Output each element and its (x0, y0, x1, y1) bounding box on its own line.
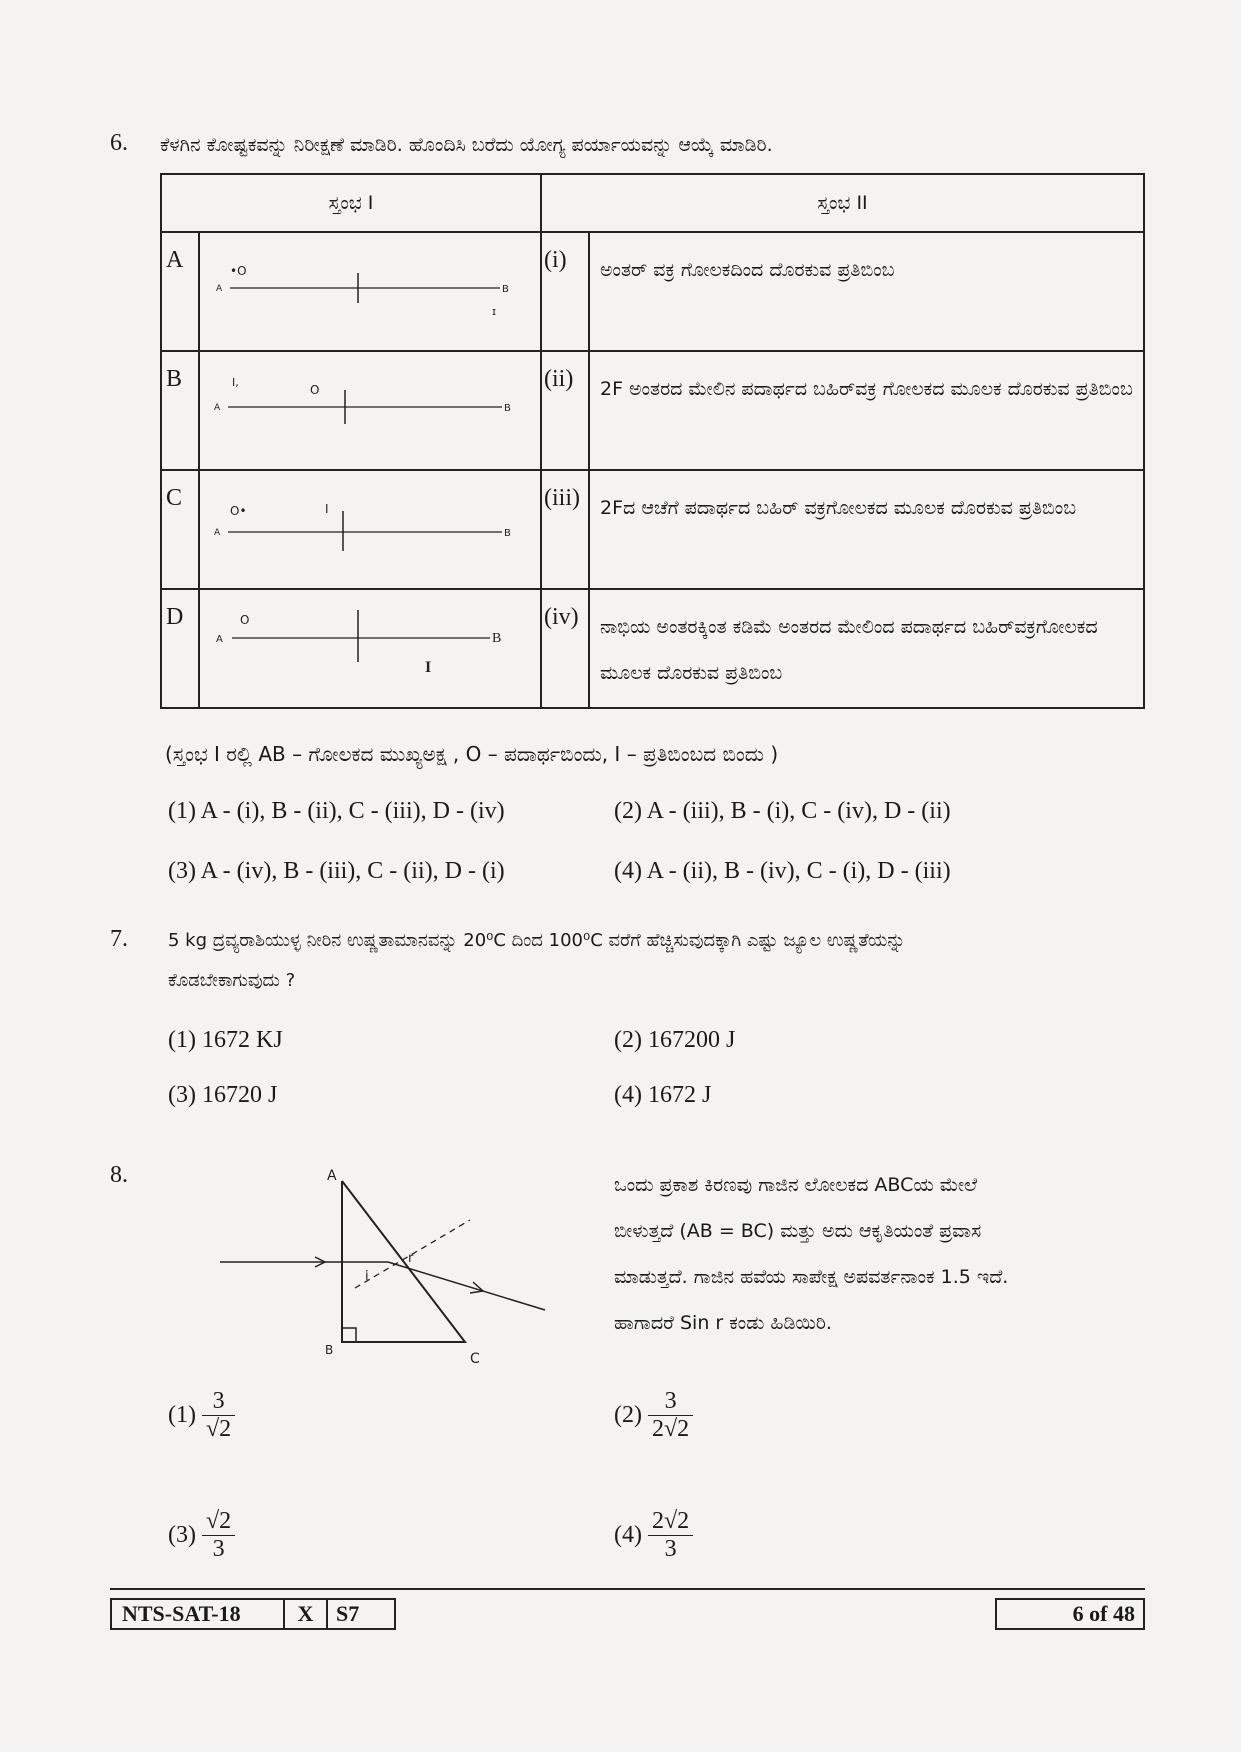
match-table (160, 173, 1145, 709)
option-3[interactable] (168, 1508, 235, 1563)
denominator: √2 (202, 1415, 235, 1443)
question-number: 6. (110, 130, 128, 156)
table-row (161, 232, 1144, 351)
svg-text:ɪ: ɪ (492, 305, 497, 318)
svg-text:A: A (327, 1168, 337, 1184)
fraction (202, 1388, 235, 1443)
svg-text:B: B (502, 284, 509, 295)
svg-text:A: A (214, 403, 221, 413)
page-number: 6 of 48 (995, 1598, 1145, 1630)
ray-diagram (199, 589, 541, 708)
numerator: 2√2 (651, 1508, 690, 1534)
table-note: (ಸ್ತಂಭ I ರಲ್ಲಿ AB – ಗೋಲಕದ ಮುಖ್ಯಅಕ್ಷ , O – ಪದಾರ್ಥಬಿಂದು, I – ಪ್ರತಿಬಿಂಬದ ಬಿಂದು ) (165, 742, 779, 766)
svg-text:•O: •O (230, 264, 247, 278)
question-number: 8. (110, 1162, 128, 1188)
option-3[interactable]: (3) A - (iv), B - (iii), C - (ii), D - (i) (168, 858, 505, 884)
question-line: ಬೀಳುತ್ತದೆ (AB = BC) ಮತ್ತು ಅದು ಆಕೃತಿಯಂತೆ ಪ್ರವಾಸ (614, 1220, 982, 1242)
option-4[interactable]: (4) A - (ii), B - (iv), C - (i), D - (iii) (614, 858, 951, 884)
fraction (648, 1388, 693, 1443)
option-1[interactable] (168, 1388, 235, 1443)
column-2-text: ಅಂತರ್ ವಕ್ರ ಗೋಲಕದಿಂದ ದೊರಕುವ ಪ್ರತಿಬಿಂಬ (589, 232, 1144, 351)
ray-diagram-c (200, 471, 540, 587)
row-label: D (161, 589, 199, 708)
option-roman: (ii) (541, 351, 589, 470)
question-number: 7. (110, 926, 128, 952)
option-number: (2) (614, 1402, 642, 1428)
svg-text:C: C (470, 1351, 480, 1367)
question-text: 5 kg ದ್ರವ್ಯರಾಶಿಯುಳ್ಳ ನೀರಿನ ಉಷ್ಣತಾಮಾನವನ್ನು 20⁰C ದಿಂದ 100⁰C ವರೆಗೆ ಹೆಚ್ಚಿಸುವುದಕ್ಕಾಗಿ ಎಷ್ಟು ಜ್ಯೂಲ ಉಷ್ಣತೆಯನ್ನು (168, 930, 906, 951)
row-label: C (161, 470, 199, 589)
svg-text:B: B (504, 403, 511, 414)
ray-diagram-d (200, 590, 540, 706)
fraction (648, 1508, 693, 1563)
numerator: 3 (212, 1388, 225, 1414)
ray-diagram-b (200, 352, 540, 468)
svg-text:B: B (504, 528, 511, 539)
denominator: 3 (202, 1535, 235, 1563)
option-2[interactable]: (2) 167200 J (614, 1027, 736, 1053)
column-1-header: ಸ್ತಂಭ I (161, 174, 541, 232)
svg-text:A: A (216, 284, 223, 294)
option-2[interactable] (614, 1388, 693, 1443)
question-line: ಹಾಗಾದರೆ Sin r ಕಂಡು ಹಿಡಿಯಿರಿ. (614, 1312, 832, 1334)
svg-text:i: i (365, 1269, 369, 1284)
option-number: (1) (168, 1402, 196, 1428)
option-4[interactable] (614, 1508, 693, 1563)
option-number: (3) (168, 1522, 196, 1548)
exam-code: NTS-SAT-18 (110, 1598, 285, 1630)
svg-text:I: I (325, 502, 329, 516)
prism-diagram (215, 1160, 555, 1370)
question-text (614, 1162, 1008, 1346)
table-row (161, 470, 1144, 589)
svg-text:B: B (492, 631, 502, 646)
column-2-text: 2Fದ ಆಚೆಗೆ ಪದಾರ್ಥದ ಬಹಿರ್ ವಕ್ರಗೋಲಕದ ಮೂಲಕ ದೊರಕುವ ಪ್ರತಿಬಿಂಬ (589, 470, 1144, 589)
numerator: 3 (664, 1388, 677, 1414)
svg-text:O•: O• (230, 504, 247, 518)
svg-text:I,: I, (232, 376, 239, 389)
option-1[interactable]: (1) A - (i), B - (ii), C - (iii), D - (iv) (168, 798, 505, 824)
option-roman: (i) (541, 232, 589, 351)
ray-diagram (199, 232, 541, 351)
svg-text:B: B (325, 1343, 334, 1357)
question-text: ಕೆಳಗಿನ ಕೋಷ್ಟಕವನ್ನು ನಿರೀಕ್ಷಣೆ ಮಾಡಿರಿ. ಹೊಂದಿಸಿ ಬರೆದು ಯೋಗ್ಯ ಪರ್ಯಾಯವನ್ನು ಆಯ್ಕೆ ಮಾಡಿರಿ. (160, 134, 773, 156)
option-1[interactable]: (1) 1672 KJ (168, 1027, 283, 1053)
option-4[interactable]: (4) 1672 J (614, 1082, 712, 1108)
footer-rule (110, 1588, 1145, 1590)
ray-diagram (199, 470, 541, 589)
denominator: 2√2 (648, 1415, 693, 1443)
ray-diagram-a (200, 233, 540, 349)
subject-code: S7 (326, 1598, 396, 1630)
numerator: √2 (205, 1508, 232, 1534)
option-number: (4) (614, 1522, 642, 1548)
option-roman: (iv) (541, 589, 589, 708)
column-2-header: ಸ್ತಂಭ II (541, 174, 1144, 232)
svg-text:O: O (310, 383, 320, 397)
svg-text:I: I (425, 659, 432, 676)
option-2[interactable]: (2) A - (iii), B - (i), C - (iv), D - (ii) (614, 798, 951, 824)
svg-text:r: r (408, 1251, 414, 1266)
svg-text:O: O (240, 613, 250, 627)
ray-diagram (199, 351, 541, 470)
question-text-line2: ಕೊಡಬೇಕಾಗುವುದು ? (168, 970, 296, 991)
option-3[interactable]: (3) 16720 J (168, 1082, 278, 1108)
denominator: 3 (648, 1535, 693, 1563)
question-line: ಮಾಡುತ್ತದೆ. ಗಾಜಿನ ಹವೆಯ ಸಾಪೇಕ್ಷ ಅಪವರ್ತನಾಂಕ 1.5 ಇದೆ. (614, 1266, 1009, 1288)
table-row (161, 351, 1144, 470)
fraction (202, 1508, 235, 1563)
column-2-text: 2F ಅಂತರದ ಮೇಲಿನ ಪದಾರ್ಥದ ಬಹಿರ್‌ವಕ್ರ ಗೋಲಕದ ಮೂಲಕ ದೊರಕುವ ಪ್ರತಿಬಿಂಬ (589, 351, 1144, 470)
column-2-text: ನಾಭಿಯ ಅಂತರಕ್ಕಿಂತ ಕಡಿಮೆ ಅಂತರದ ಮೇಲಿಂದ ಪದಾರ್ಥದ ಬಹಿರ್‌ವಕ್ರಗೋಲಕದ ಮೂಲಕ ದೊರಕುವ ಪ್ರತಿಬಿಂಬ (589, 589, 1144, 708)
row-label: B (161, 351, 199, 470)
question-line: ಒಂದು ಪ್ರಕಾಶ ಕಿರಣವು ಗಾಜಿನ ಲೋಲಕದ ABCಯ ಮೇಲೆ (614, 1174, 978, 1196)
option-roman: (iii) (541, 470, 589, 589)
class-label: X (283, 1598, 328, 1630)
row-label: A (161, 232, 199, 351)
table-row (161, 589, 1144, 708)
svg-text:A: A (214, 528, 221, 538)
svg-text:A: A (216, 634, 223, 645)
